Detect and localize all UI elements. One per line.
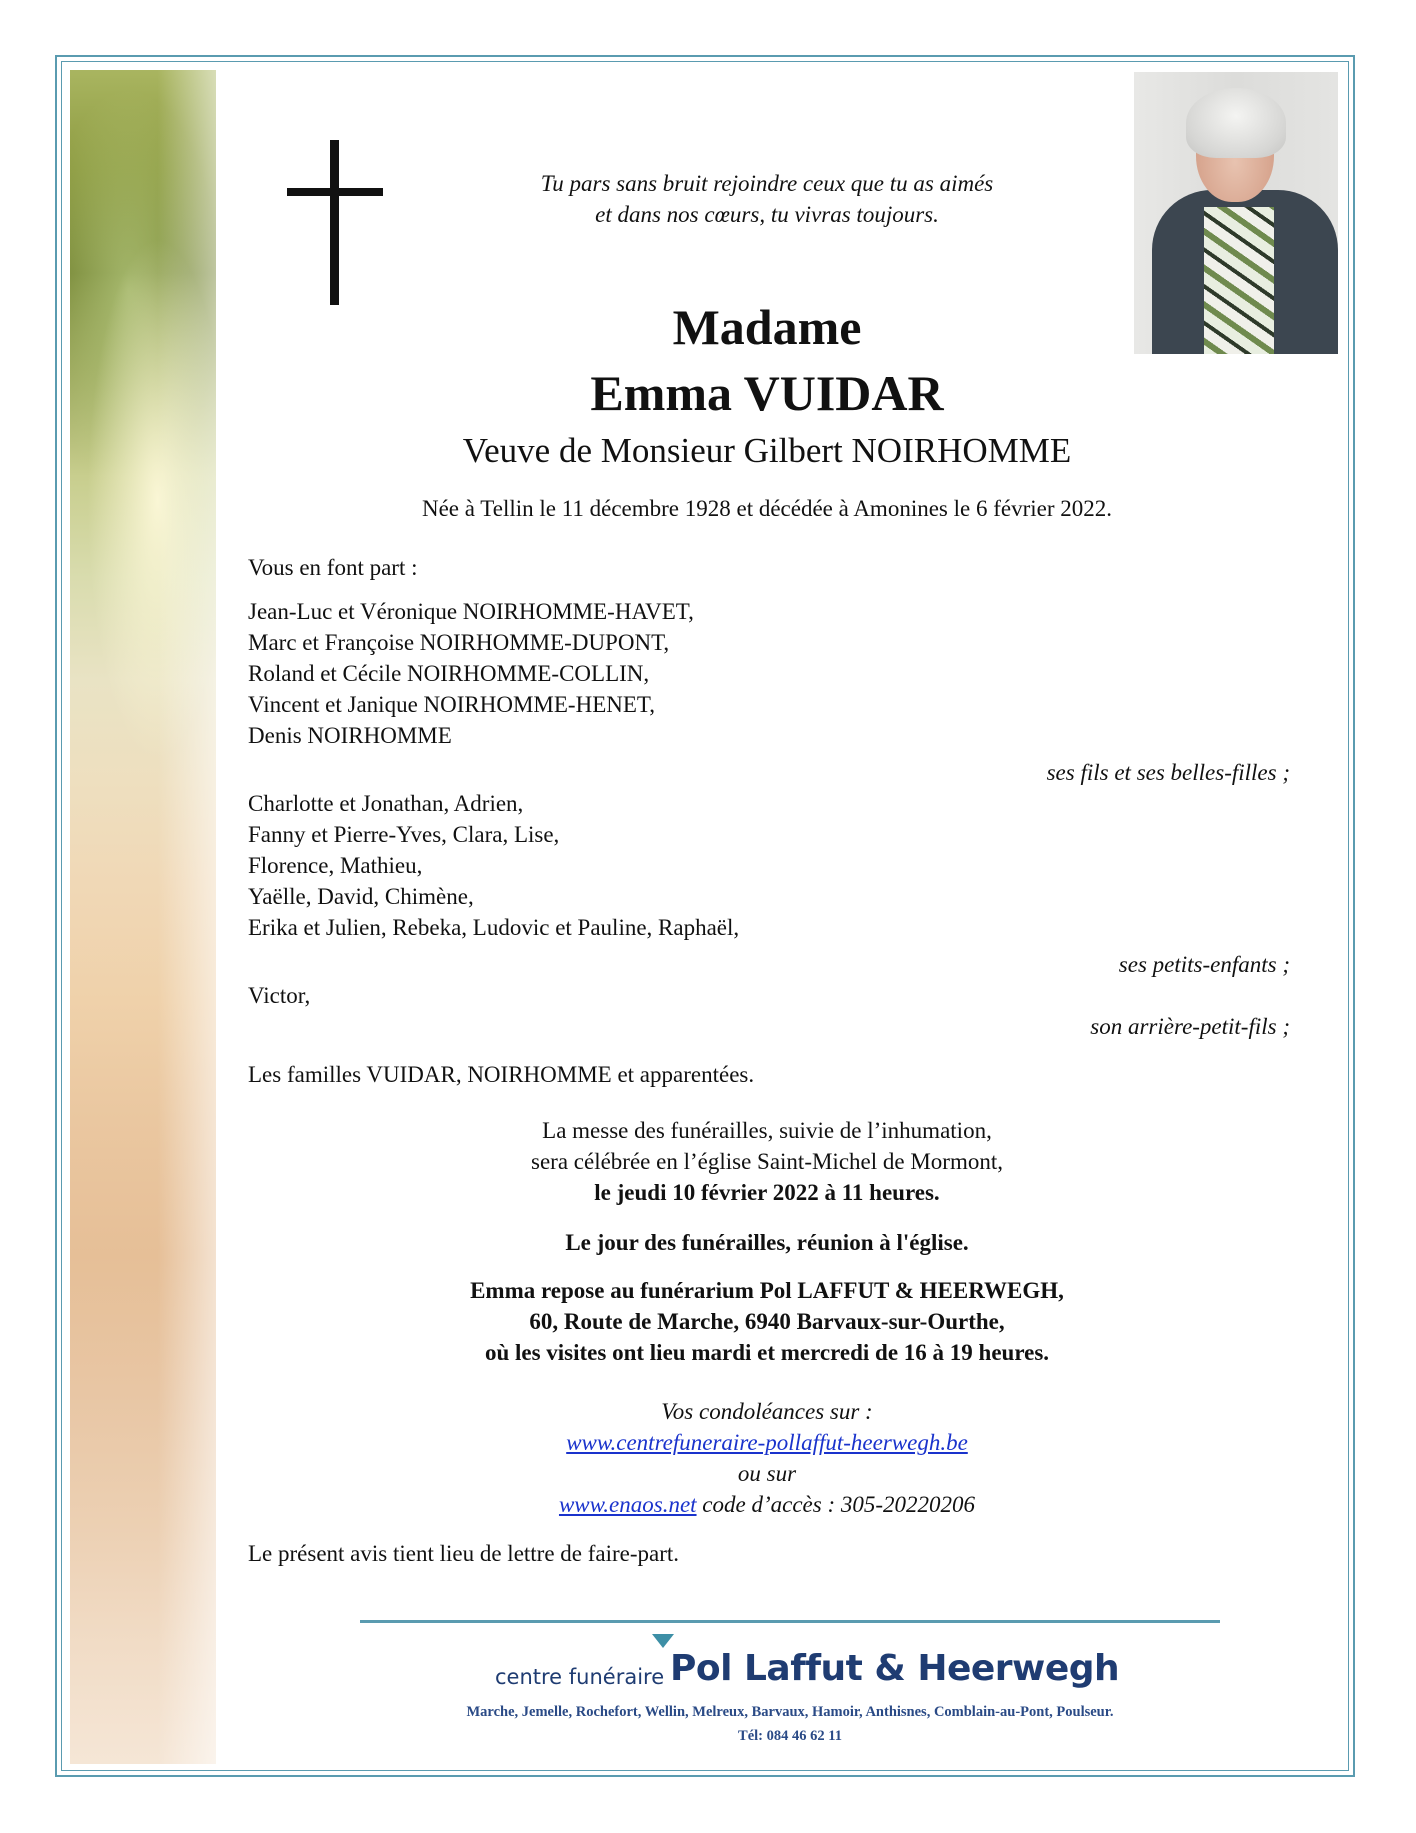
grandchildren-list: [248, 788, 739, 943]
list-item: Fanny et Pierre-Yves, Clara, Lise,: [248, 822, 560, 847]
birth-death-line: Née à Tellin le 11 décembre 1928 et décédée à Amonines le 6 février 2022.: [421, 496, 1113, 521]
mass-line-1: La messe des funérailles, suivie de l’inhumation,: [542, 1118, 992, 1143]
deceased-name: Emma VUIDAR: [590, 365, 944, 421]
condolences-or: ou sur: [737, 1461, 797, 1486]
verse-line-2: et dans nos cœurs, tu vivras toujours.: [595, 202, 939, 227]
list-item: Victor,: [248, 983, 311, 1008]
list-item: Denis NOIRHOMME: [248, 723, 452, 748]
grandchildren-relation: ses petits-enfants ;: [1118, 952, 1290, 977]
meeting-info: Le jour des funérailles, réunion à l'église.: [565, 1230, 969, 1255]
list-item: Jean-Luc et Véronique NOIRHOMME-HAVET,: [248, 599, 694, 624]
logo-brand: Pol Laffut & Heerwegh: [670, 1648, 1120, 1689]
footer-divider: [360, 1620, 1220, 1623]
closing-note: Le présent avis tient lieu de lettre de faire-part.: [248, 1541, 680, 1566]
mass-date: le jeudi 10 février 2022 à 11 heures.: [594, 1180, 940, 1205]
logo-triangle-icon: [652, 1634, 674, 1648]
children-list: [248, 596, 694, 751]
list-item: Erika et Julien, Rebeka, Ludovic et Pauline, Raphaël,: [248, 915, 740, 940]
memorial-verse: [367, 168, 1167, 230]
logo-towns: Marche, Jemelle, Rochefort, Wellin, Melreux, Barvaux, Hamoir, Anthisnes, Comblain-au-Pont, Poulseur.: [466, 1704, 1114, 1720]
list-item: Charlotte et Jonathan, Adrien,: [248, 791, 524, 816]
access-code: code d’accès : 305-20220206: [696, 1492, 976, 1517]
list-item: Roland et Cécile NOIRHOMME-COLLIN,: [248, 661, 650, 686]
great-grandchildren-relation: son arrière-petit-fils ;: [1090, 1014, 1290, 1039]
logo-phone: Tél: 084 46 62 11: [738, 1728, 842, 1744]
funerarium-line-3: où les visites ont lieu mardi et mercredi de 16 à 19 heures.: [484, 1340, 1050, 1365]
mass-info: [267, 1115, 1267, 1208]
families-line: Les familles VUIDAR, NOIRHOMME et apparentées.: [248, 1062, 755, 1087]
enaos-link[interactable]: www.enaos.net: [558, 1492, 697, 1517]
great-grandchildren-list: [248, 980, 310, 1011]
verse-line-1: Tu pars sans bruit rejoindre ceux que tu as aimés: [540, 171, 994, 196]
children-relation: ses fils et ses belles-filles ;: [1046, 760, 1290, 785]
mass-line-2: sera célébrée en l’église Saint-Michel de Mormont,: [531, 1149, 1003, 1174]
logo-subtitle: centre funéraire: [495, 1665, 665, 1689]
funerarium-line-2: 60, Route de Marche, 6940 Barvaux-sur-Ourthe,: [529, 1309, 1005, 1334]
condolences-block: [267, 1396, 1267, 1520]
funeral-center-link[interactable]: www.centrefuneraire-pollaffut-heerwegh.be: [566, 1430, 968, 1455]
funerarium-line-1: Emma repose au funérarium Pol LAFFUT & HEERWEGH,: [470, 1278, 1064, 1303]
funerarium-info: [267, 1275, 1267, 1368]
list-item: Florence, Mathieu,: [248, 853, 423, 878]
widow-of: Veuve de Monsieur Gilbert NOIRHOMME: [462, 431, 1072, 470]
list-item: Vincent et Janique NOIRHOMME-HENET,: [248, 692, 655, 717]
announce-intro: Vous en font part :: [248, 555, 418, 580]
forest-path-image: [70, 70, 216, 1764]
deceased-title: Madame: [672, 299, 862, 355]
list-item: Marc et Françoise NOIRHOMME-DUPONT,: [248, 630, 670, 655]
condolences-intro: Vos condoléances sur :: [661, 1399, 873, 1424]
list-item: Yaëlle, David, Chimène,: [248, 884, 474, 909]
